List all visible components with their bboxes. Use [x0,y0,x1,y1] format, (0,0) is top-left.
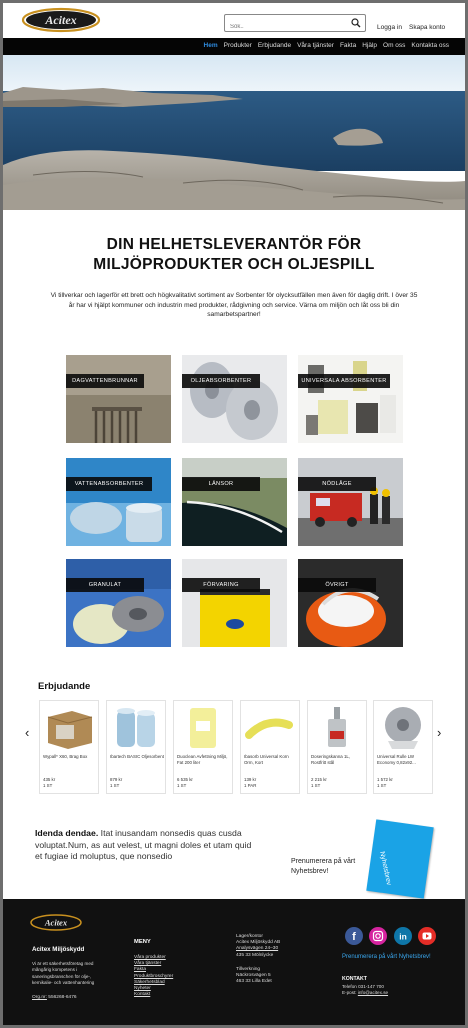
product-name: Ibartech BASIC Oljesorbent [110,754,164,759]
address-lager-title: Lager/kontor [236,934,263,939]
footer-email-label: E-post: [342,990,357,996]
product-image [310,703,364,750]
product-price: 139 kr [244,777,257,782]
instagram-icon[interactable] [369,927,387,945]
nav-services[interactable]: Våra tjänster [297,42,334,49]
footer-link-facts[interactable]: Fakta [134,967,146,973]
address-lager-name: Acitex Miljöskydd AB [236,940,281,946]
nav-help[interactable]: Hjälp [362,42,378,49]
footer-link-contact[interactable]: Kontakt [134,992,151,998]
login-link[interactable]: Logga in [377,24,402,31]
category-universala-absorbenter[interactable] [298,355,403,443]
category-label: VATTENABSORBENTER [66,477,152,491]
create-account-link[interactable]: Skapa konto [409,24,446,31]
product-name: Duoclean Avfettning Miljö, Fat 200 liter [177,754,228,765]
product-price: 879 kr [110,777,123,782]
svg-text:Acitex: Acitex [44,917,68,928]
promo-bold: Idenda dendae. [35,828,99,838]
category-vattenabsorbenter[interactable] [66,458,171,546]
footer-link-services[interactable]: Våra tjänster [134,961,162,967]
footer-link-safety-sheets[interactable]: Säkerhetsblad [134,979,165,985]
product-price: 435 kr [43,777,56,782]
product-card[interactable] [373,700,433,794]
footer-contact-title: KONTAKT [342,976,367,982]
category-nodlage[interactable] [298,458,403,546]
category-label: OLJEABSORBENTER [182,374,260,388]
footer-email[interactable]: info@acitex.se [357,990,389,996]
org-label: Org.nr: [32,995,47,1000]
product-card[interactable] [307,700,367,794]
footer-link-brochures[interactable]: Produktbroschyrer [134,973,174,979]
search-icon[interactable] [351,18,361,28]
promo-body: Itat inusandam nonsedis quas cusda voluptat.Num, as aut velest, ut magni doles et utam quid et fugiae id moluptus, que nonsedio [35,828,252,862]
product-unit: 1 ST [43,783,53,788]
newsletter-prompt: Prenumerera på vårt Nyhetsbrev! [291,858,356,875]
footer-company-name: Acitex Miljöskydd [32,946,85,953]
address-tillv-street: Näckrosvägen 5 [236,973,271,979]
address-tillv-title: Tillverkning [236,966,261,972]
hero-image [3,55,465,210]
product-card[interactable] [106,700,166,794]
product-image [109,703,163,750]
nav-about[interactable]: Om oss [383,42,406,49]
product-card[interactable] [173,700,233,794]
footer-link-products[interactable]: Våra produkter [134,955,166,960]
newsletter-signup-card[interactable] [366,819,433,898]
category-dagvattenbrunnar[interactable] [66,355,171,443]
search-input[interactable] [225,19,345,35]
address-lager-street[interactable]: Analysvägen 24–30 [236,946,279,952]
footer-contact [342,984,388,996]
footer-menu-title: MENY [134,939,151,945]
newsletter-card-label: Nyhetsbrev [378,850,393,886]
product-unit: 1 ST [110,783,120,788]
category-label: ÖVRIGT [298,578,376,592]
category-lansor[interactable] [182,458,287,546]
product-unit: 1 PAR [244,783,257,788]
category-ovrigt[interactable] [298,559,403,647]
svg-text:in: in [399,931,407,942]
product-price: 2 215 kr [311,777,327,782]
intro-text: Vi tillverkar och lagerför ett brett och högkvalitativt sortiment av Sorbenter för olycksutfällen men även för daglig drift. I över 35 år har vi hjälpt kommuner och industrin med produkter, rådgivning och service. Värna om miljön och låt oss bli din samarbetspartner! [50,292,418,318]
facebook-icon[interactable] [345,927,363,945]
linkedin-icon[interactable] [394,927,412,945]
org-value: 556268-6476 [48,995,77,1000]
footer [3,899,465,1025]
product-image [376,703,430,750]
product-card[interactable] [240,700,300,794]
footer-address [236,934,316,985]
footer-logo[interactable] [30,914,82,931]
offers-title: Erbjudande [38,681,91,692]
address-lager-city: 435 33 Mölnlycke [236,952,274,958]
category-label: FÖRVARING [182,578,260,592]
nav-home[interactable]: Hem [203,42,218,49]
footer-phone: Telefon 031-147 700 [342,984,384,989]
product-unit: 1 ST [377,783,387,788]
address-tillv-city: 463 33 Lilla Edet [236,979,272,985]
product-card[interactable] [39,700,99,794]
nav-products[interactable]: Produkter [223,42,252,49]
category-granulat[interactable] [66,559,171,647]
nav-offers[interactable]: Erbjudande [257,42,292,49]
carousel-next-button[interactable]: › [437,725,442,740]
nav-facts[interactable]: Fakta [339,42,357,49]
page-frame [3,3,465,1025]
footer-description: Vi är ett säkerhetsföretag med mångårig kompetens i saneringsbranschen för olje-, kemikalie- och vattenhantering [32,961,95,986]
product-image [42,703,96,750]
footer-link-news[interactable]: Nyheter [134,986,151,992]
product-image [243,703,297,750]
promo-text [35,828,257,863]
product-name: Doseringskanna 1L, Rostfritt stål [311,754,351,765]
footer-org-number [32,995,77,1000]
page-title: DIN HELHETSLEVERANTÖR FÖR MILJÖPRODUKTER OCH OLJESPILL [93,236,375,273]
category-label: UNIVERSALA ABSORBENTER [298,374,390,388]
search-box[interactable] [224,14,366,32]
svg-text:f: f [352,931,356,943]
product-name: Ibasorb Universal Korn Orm, Kort [244,754,289,765]
product-name: Universal Rulle LW Economy 0,82x92... [377,754,416,765]
category-label: GRANULAT [66,578,144,592]
product-price: 1 572 kr [377,777,393,782]
category-forvaring[interactable] [182,559,287,647]
product-image [176,703,230,750]
top-header [3,3,465,38]
carousel-prev-button[interactable]: ‹ [25,725,30,740]
acitex-logo[interactable] [21,7,101,33]
category-label: LÄNSOR [182,477,260,491]
product-name: Wypall* X60, Brag Box [43,754,88,759]
category-label: DAGVATTENBRUNNAR [66,374,144,388]
product-unit: 1 ST [177,783,187,788]
svg-text:Acitex: Acitex [45,13,77,27]
nav-contact[interactable]: Kontakta oss [411,42,449,49]
footer-menu [134,955,173,998]
product-price: 6 535 kr [177,777,193,782]
category-label: NÖDLÅGE [298,477,376,491]
product-unit: 1 ST [311,783,321,788]
footer-newsletter-link[interactable]: Prenumerera på vårt Nyhetsbrev! [342,954,431,960]
main-nav [3,38,465,55]
youtube-icon[interactable] [418,927,436,945]
category-oljeabsorbenter[interactable] [182,355,287,443]
